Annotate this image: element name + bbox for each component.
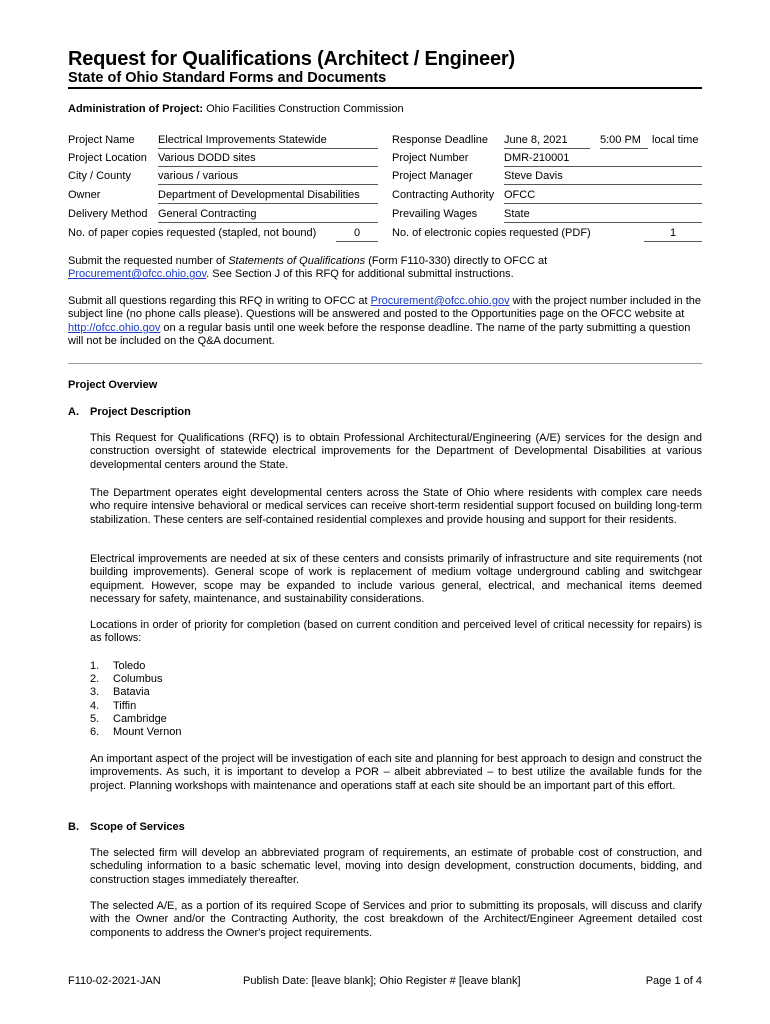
title-divider	[68, 87, 702, 89]
administration-label: Administration of Project:	[68, 103, 204, 115]
section-a-heading	[68, 406, 191, 418]
project-number-label: Project Number	[392, 152, 469, 164]
contracting-authority-label: Contracting Authority	[392, 189, 495, 201]
list-item	[90, 713, 182, 726]
submittal-paragraph	[68, 255, 702, 282]
response-deadline-date: June 8, 2021	[504, 134, 590, 149]
response-deadline-time: 5:00 PM	[600, 134, 648, 149]
description-paragraph-4: Locations in order of priority for completion (based on current condition and perceived level of critical necessity for repairs) is as follows:	[90, 619, 702, 645]
list-item-label: Columbus	[113, 673, 163, 686]
local-time-label: local time	[652, 134, 699, 146]
list-item	[90, 686, 182, 699]
scope-paragraph-2: The selected A/E, as a portion of its required Scope of Services and prior to submitting its proposals, will discuss and clarify with the Owner and/or the Contracting Authority, the cost breakdown of the Architect/Engineer Agreement detailed cost components to address the Owner's project requirements.	[90, 900, 702, 939]
administration-line	[68, 103, 404, 115]
list-item-number: 5.	[90, 712, 100, 725]
scope-paragraph-1: The selected firm will develop an abbreviated program of requirements, an estimate of probable cost of construction, and scheduling information to a basic schematic level, moving into design development, construction documents, bidding, and construction stages immediately thereafter.	[90, 847, 702, 886]
delivery-method-value: General Contracting	[158, 208, 378, 223]
owner-label: Owner	[68, 189, 101, 201]
delivery-method-label: Delivery Method	[68, 208, 148, 220]
project-name-value: Electrical Improvements Statewide	[158, 134, 378, 149]
project-name-label: Project Name	[68, 134, 135, 146]
list-item-label: Batavia	[113, 686, 150, 699]
list-item-label: Tiffin	[113, 699, 137, 712]
list-item-label: Cambridge	[113, 712, 167, 725]
submittal-form-name: Statements of Qualifications	[228, 255, 366, 267]
list-item-number: 2.	[90, 673, 100, 686]
project-manager-label: Project Manager	[392, 170, 473, 182]
questions-email-link[interactable]: Procurement@ofcc.ohio.gov	[370, 295, 510, 307]
owner-value: Department of Developmental Disabilities	[158, 189, 378, 204]
questions-paragraph	[68, 295, 702, 349]
section-b-heading	[68, 821, 185, 833]
ofcc-website-link[interactable]: http://ofcc.ohio.gov	[68, 321, 161, 334]
paper-copies-value: 0	[336, 227, 378, 242]
section-a-title: Project Description	[90, 406, 191, 418]
footer-publish-info: Publish Date: [leave blank]; Ohio Register # [leave blank]	[243, 975, 521, 987]
administration-value: Ohio Facilities Construction Commission	[206, 103, 404, 115]
contracting-authority-value: OFCC	[504, 189, 702, 204]
list-item-number: 4.	[90, 699, 100, 712]
city-county-value: various / various	[158, 170, 378, 185]
footer-page-number: Page 1 of 4	[645, 975, 702, 987]
paper-copies-label: No. of paper copies requested (stapled, not bound)	[68, 227, 317, 239]
list-item	[90, 726, 182, 739]
questions-text-c: on a regular basis until one week before the response deadline. The name of the party submitting a question will not be included on the Q&A document.	[68, 321, 691, 348]
project-location-label: Project Location	[68, 152, 147, 164]
description-paragraph-3: Electrical improvements are needed at six of these centers and consists primarily of infrastructure and site requirements (not building improvements). General scope of work is replacement of medium voltage underground cabling and switchgear equipment. However, scope may be expanded to include various general, electrical, and mechanical items deemed necessary for safety, maintenance, and sustainability considerations.	[90, 553, 702, 606]
project-manager-value: Steve Davis	[504, 170, 702, 185]
section-a-letter: A.	[68, 406, 79, 418]
project-location-value: Various DODD sites	[158, 152, 378, 167]
questions-text-b: with the project number included in the subject line (no phone calls please). Questions will be answered and posted to the Opportunities page on the OFCC website at	[68, 295, 701, 321]
list-item-number: 1.	[90, 660, 100, 672]
list-item-label: Toledo	[113, 660, 146, 672]
submittal-text-b: (Form F110-330) directly to OFCC at	[365, 255, 548, 267]
description-paragraph-2: The Department operates eight developmental centers across the State of Ohio where residents with complex care needs who require intensive behavioral or medical services can receive short-term residential support focused on building long-term stabilization. These centers are self-contained residential complexes and provide housing and support for their residents.	[90, 487, 702, 526]
submittal-text-a: Submit the requested number of	[68, 255, 229, 267]
list-item-label: Mount Vernon	[113, 726, 182, 739]
footer-form-id: F110-02-2021-JAN	[68, 975, 161, 987]
locations-list	[90, 660, 182, 739]
description-paragraph-5: An important aspect of the project will be investigation of each site and planning for best approach to design and construct the improvements. As such, it is important to develop a POR – albeit abbreviated – to best utilize the available funds for the project. Planning workshops with maintenance and operations staff at each site should be an important part of this effort.	[90, 753, 702, 792]
section-divider	[68, 363, 702, 364]
list-item	[90, 660, 182, 673]
description-paragraph-1: This Request for Qualifications (RFQ) is to obtain Professional Architectural/Engineering (A/E) services for the design and construction oversight of statewide electrical improvements for the Department of Developmental Disabilities at various developmental centers around the State.	[90, 432, 702, 471]
prevailing-wages-label: Prevailing Wages	[392, 208, 478, 220]
project-overview-heading: Project Overview	[68, 379, 158, 391]
list-item	[90, 700, 182, 713]
section-b-letter: B.	[68, 821, 79, 833]
document-subtitle: State of Ohio Standard Forms and Documents	[68, 70, 387, 86]
city-county-label: City / County	[68, 170, 131, 182]
list-item	[90, 673, 182, 686]
submittal-text-c: . See Section J of this RFQ for additional submittal instructions.	[206, 268, 514, 281]
procurement-email-link[interactable]: Procurement@ofcc.ohio.gov	[68, 268, 207, 281]
response-deadline-label: Response Deadline	[392, 134, 489, 146]
project-number-value: DMR-210001	[504, 152, 702, 167]
document-title: Request for Qualifications (Architect / Engineer)	[68, 48, 515, 70]
list-item-number: 3.	[90, 686, 100, 699]
questions-text-a: Submit all questions regarding this RFQ in writing to OFCC at	[68, 295, 371, 307]
electronic-copies-value: 1	[644, 227, 702, 242]
electronic-copies-label: No. of electronic copies requested (PDF)	[392, 227, 591, 239]
prevailing-wages-value: State	[504, 208, 702, 223]
section-b-title: Scope of Services	[90, 821, 185, 833]
list-item-number: 6.	[90, 726, 100, 739]
